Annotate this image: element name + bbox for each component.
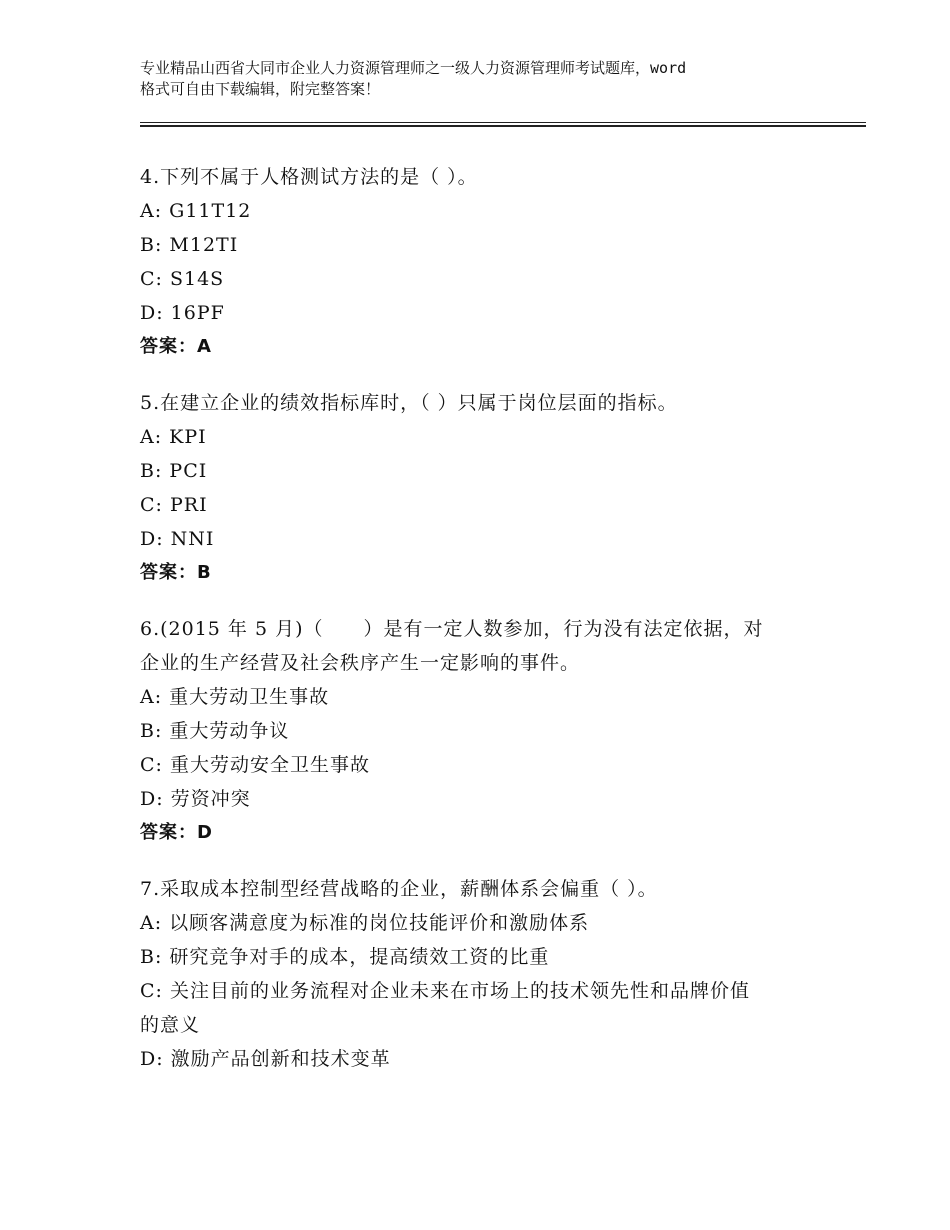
option-c: C: PRI <box>140 494 208 516</box>
question-7 <box>140 872 820 1076</box>
option-d: D: 激励产品创新和技术变革 <box>140 1048 391 1070</box>
question-list <box>140 160 820 1098</box>
answer-label: 答案：A <box>140 336 212 357</box>
question-stem: 5.在建立企业的绩效指标库时，（ ）只属于岗位层面的指标。 <box>140 392 678 414</box>
header-line-1: 专业精品山西省大同市企业人力资源管理师之一级人力资源管理师考试题库，word <box>140 59 687 77</box>
option-c-continued: 的意义 <box>140 1014 201 1036</box>
answer-label: 答案：D <box>140 822 213 843</box>
option-d: D: NNI <box>140 528 215 550</box>
option-c: C: 关注目前的业务流程对企业未来在市场上的技术领先性和品牌价值 <box>140 980 750 1002</box>
option-a: A: G11T12 <box>140 200 252 222</box>
header-line-2: 格式可自由下载编辑，附完整答案！ <box>140 80 381 98</box>
option-c: C: 重大劳动安全卫生事故 <box>140 754 370 776</box>
option-b: B: PCI <box>140 460 208 482</box>
document-header <box>140 58 840 100</box>
option-b: B: M12TI <box>140 234 239 256</box>
option-a: A: 以顾客满意度为标准的岗位技能评价和激励体系 <box>140 912 590 934</box>
question-stem: 4.下列不属于人格测试方法的是（ ）。 <box>140 166 478 188</box>
header-divider-thick <box>140 125 866 127</box>
option-d: D: 劳资冲突 <box>140 788 251 810</box>
option-c: C: S14S <box>140 268 225 290</box>
option-a: A: KPI <box>140 426 207 448</box>
question-stem: 6.(2015 年 5 月)（ ）是有一定人数参加，行为没有法定依据，对 <box>140 618 764 640</box>
question-stem-continued: 企业的生产经营及社会秩序产生一定影响的事件。 <box>140 652 581 674</box>
question-4 <box>140 160 820 364</box>
question-5 <box>140 386 820 590</box>
option-a: A: 重大劳动卫生事故 <box>140 686 330 708</box>
option-b: B: 重大劳动争议 <box>140 720 290 742</box>
answer-label: 答案：B <box>140 562 212 583</box>
question-stem: 7.采取成本控制型经营战略的企业，薪酬体系会偏重（ ）。 <box>140 878 658 900</box>
option-d: D: 16PF <box>140 302 225 324</box>
header-divider-thin <box>140 122 866 123</box>
question-6 <box>140 612 820 850</box>
option-b: B: 研究竞争对手的成本，提高绩效工资的比重 <box>140 946 550 968</box>
